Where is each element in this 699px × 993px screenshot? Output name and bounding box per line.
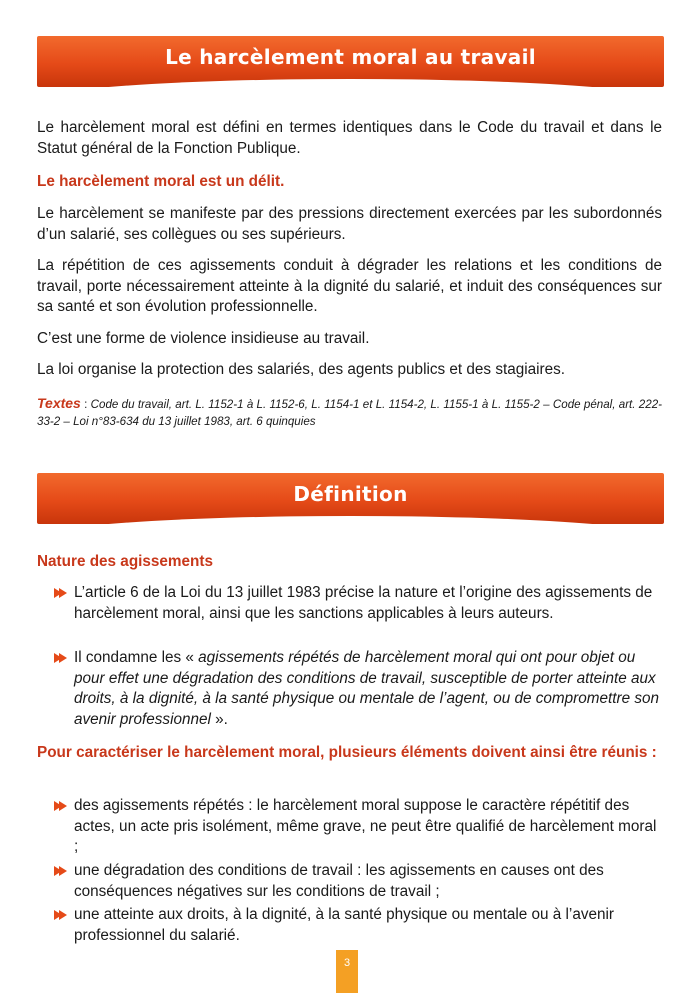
section-banner-definition: [37, 473, 664, 524]
page-number: 3: [336, 950, 358, 993]
list-item: [54, 861, 662, 902]
bullet-text: des agissements répétés : le harcèlement moral suppose le caractère répétitif des actes, un acte pris isolément, même grave, ne peut être qualifié de harcèlement moral ;: [74, 797, 657, 855]
list-item: [54, 648, 662, 730]
arrow-bullet-icon: [54, 800, 68, 812]
section-banner-harcelement: [37, 36, 664, 87]
subheading-nature: Nature des agissements: [37, 553, 213, 570]
textes-body: Code du travail, art. L. 1152-1 à L. 1152-6, L. 1154-1 et L. 1154-2, L. 1155-1 à L. 1155-2 – Code pénal, art. 222-33-2 – Loi n°83-634 du 13 juillet 1983, art. 6 quinquies: [37, 398, 662, 428]
arrow-bullet-icon: [54, 865, 68, 877]
paragraph-pressions: Le harcèlement se manifeste par des pressions directement exercées par les subordonnés d’un salarié, ses collègues ou ses supérieurs.: [37, 205, 662, 243]
list-item: [54, 796, 662, 858]
list-item: [54, 905, 662, 946]
section-title: Le harcèlement moral au travail: [165, 45, 536, 69]
bullet-text-prefix: Il condamne les «: [74, 649, 199, 666]
arrow-bullet-icon: [54, 909, 68, 921]
legal-texts-reference: [37, 395, 662, 430]
delit-statement: Le harcèlement moral est un délit.: [37, 173, 285, 190]
subheading-caracteriser: Pour caractériser le harcèlement moral, plusieurs éléments doivent ainsi être réunis :: [37, 744, 657, 761]
list-item: [54, 583, 662, 624]
paragraph-violence: C’est une forme de violence insidieuse au travail.: [37, 330, 370, 347]
paragraph-repetition: La répétition de ces agissements conduit à dégrader les relations et les conditions de travail, porte nécessairement atteinte à la dignité du salarié, et induit des conséquences sur sa santé et son évolution professionnelle.: [37, 257, 662, 315]
intro-paragraph: Le harcèlement moral est défini en termes identiques dans le Code du travail et dans le Statut général de la Fonction Publique.: [37, 119, 662, 157]
paragraph-protection: La loi organise la protection des salariés, des agents publics et des stagiaires.: [37, 361, 566, 378]
bullet-quote: agissements répétés de harcèlement moral qui ont pour objet ou pour effet une dégradation des conditions de travail, susceptible de porter atteinte aux droits, à la dignité, à la santé physique ou mentale de l’agent, ou de compromettre son avenir professionnel: [74, 649, 660, 728]
arrow-bullet-icon: [54, 652, 68, 664]
section-title: Définition: [293, 482, 408, 506]
bullet-text: une dégradation des conditions de travail : les agissements en causes ont des conséquences négatives sur les conditions de travail ;: [74, 862, 604, 900]
textes-separator: :: [80, 398, 91, 411]
arrow-bullet-icon: [54, 587, 68, 599]
bullet-text: une atteinte aux droits, à la dignité, à la santé physique ou mentale ou à l’avenir professionnel du salarié.: [74, 906, 614, 944]
bullet-text-suffix: ».: [210, 710, 228, 728]
textes-label: Textes: [37, 395, 81, 411]
bullet-text: L’article 6 de la Loi du 13 juillet 1983 précise la nature et l’origine des agissements de harcèlement moral, ainsi que les sanctions applicables à leurs auteurs.: [74, 584, 653, 622]
